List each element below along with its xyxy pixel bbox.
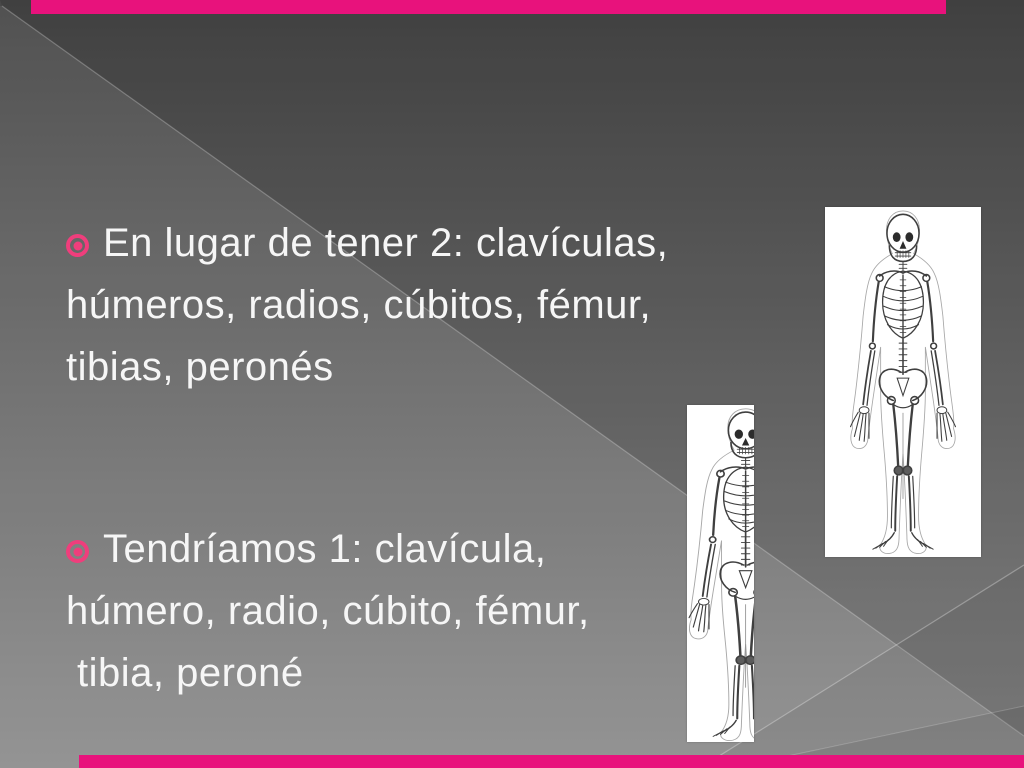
bullet-text-line: tibias, peronés bbox=[66, 345, 334, 389]
skeleton-image-full bbox=[825, 207, 981, 557]
bullet-icon bbox=[66, 234, 89, 257]
bullet-text-line: tibia, peroné bbox=[77, 651, 304, 695]
bottom-accent-bar bbox=[79, 755, 1024, 768]
bullet-paragraph-2 bbox=[66, 518, 726, 704]
bullet-text-line bbox=[66, 518, 726, 580]
bullet-text-line: húmeros, radios, cúbitos, fémur, bbox=[66, 283, 652, 327]
skeleton-full-figure bbox=[825, 207, 981, 557]
bullet-icon bbox=[66, 540, 89, 563]
bullet-text: En lugar de tener 2: clavículas, bbox=[103, 221, 669, 265]
bullet-paragraph-1 bbox=[66, 212, 726, 398]
skeleton-image-cropped bbox=[687, 405, 754, 742]
bullet-text: Tendríamos 1: clavícula, bbox=[103, 527, 547, 571]
bullet-dot-icon bbox=[73, 547, 82, 556]
top-accent-bar bbox=[31, 0, 946, 14]
bullet-dot-icon bbox=[73, 241, 82, 250]
bullet-text-line bbox=[66, 212, 726, 274]
bullet-text-line: húmero, radio, cúbito, fémur, bbox=[66, 589, 590, 633]
skeleton-cropped-figure bbox=[687, 405, 754, 742]
